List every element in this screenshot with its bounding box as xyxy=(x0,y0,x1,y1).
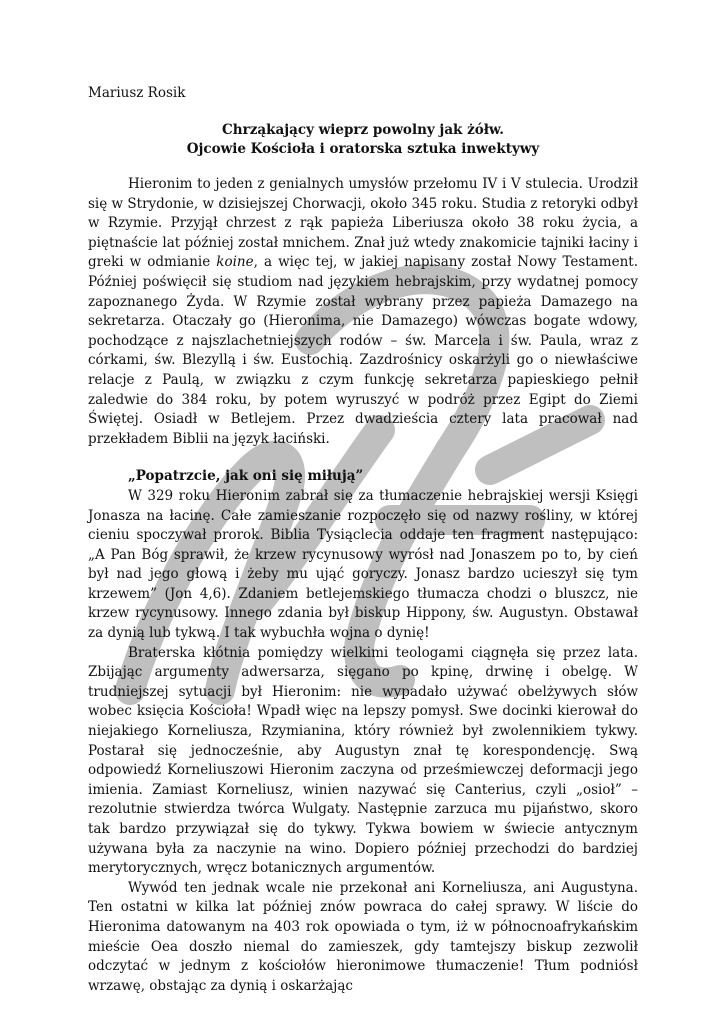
title-line-2: Ojcowie Kościoła i oratorska sztuka inwektywy xyxy=(186,140,540,157)
section-heading: „Popatrzcie, jak oni się miłują” xyxy=(128,468,364,485)
author-name: Mariusz Rosik xyxy=(88,85,186,101)
body-paragraph-4: Wywód ten jednak wcale nie przekonał ani Korneliusza, ani Augustyna. Ten ostatni w kilka lat później znów powraca do całej sprawy. W liście do Hieronima datowanym na 403 rok opowiada o tym, iż w północnoafrykańskim mieście Oea doszło niemal do zamieszek, gdy tamtejszy biskup zezwolił odczytać w jednym z kościołów hieronimowe tłumaczenie! Tłum podniósł wrzawę, obstając za dynią i oskarżając xyxy=(88,879,638,994)
document-page xyxy=(88,84,638,996)
body-paragraph-3: Braterska kłótnia pomiędzy wielkimi teologami ciągnęła się przez lata. Zbijając argumenty adwersarza, sięgano po kpinę, drwinę i obelgę. W trudniejszej sytuacji był Hieronim: nie wypadało używać obelżywych słów wobec księcia Kościoła! Wpadł więc na lepszy pomysł. Swe docinki kierował do niejakiego Korneliusza, Rzymianina, który również był zwolennikiem tykwy. Postarał się jednocześnie, aby Augustyn znał tę korespondencję. Swą odpowiedź Korneliuszowi Hieronim zaczyna od prześmiewczej deformacji jego imienia. Zamiast Korneliusz, winien nazywać się Canterius, czyli „osioł” – rezolutnie stwierdza twórca Wulgaty. Następnie zarzuca mu pijaństwo, skoro tak bardzo przywiązał się do tykwy. Tykwa bowiem w świecie antycznym używana była za naczynie na wino. Dopiero później przechodzi do bardziej merytorycznych, wręcz botanicznych argumentów. xyxy=(88,644,638,877)
title-line-1: Chrząkający wieprz powolny jak żółw. xyxy=(222,122,504,138)
document-title xyxy=(88,121,638,158)
intro-paragraph: Hieronim to jeden z genialnych umysłów przełomu IV i V stulecia. Urodził się w Strydonie, w dzisiejszej Chorwacji, około 345 roku. Studia z retoryki odbył w Rzymie. Przyjął chrzest z rąk papieża Liberiusza około 38 roku życia, a piętnaście lat później został mnichem. Znał już wtedy znakomicie tajniki łaciny i greki w odmianie koine, a więc tej, w jakiej napisany został Nowy Testament. Później poświęcił się studiom nad językiem hebrajskim, przy wydatnej pomocy zapoznanego Żyda. W Rzymie został wybrany przez papieża Damazego na sekretarza. Otaczały go (Hieronima, nie Damazego) wówczas bogate wdowy, pochodzące z najszlachetniejszych rodów – św. Marcela i św. Paula, wraz z córkami, św. Blezyllą i św. Eustochią. Zazdrośnicy oskarżyli go o niewłaściwe relacje z Paulą, w związku z czym funkcję sekretarza papieskiego pełnił zaledwie do 384 roku, by potem wyruszyć w podróż przez Egipt do Ziemi Świętej. Osiadł w Betlejem. Przez dwadzieścia cztery lata pracował nad przekładem Biblii na język łaciński. xyxy=(88,176,638,447)
italic-term: koine xyxy=(216,254,254,271)
body-paragraph-2: W 329 roku Hieronim zabrał się za tłumaczenie hebrajskiej wersji Księgi Jonasza na łacinę. Całe zamieszanie rozpoczęło się od nazwy rośliny, w której cieniu spoczywał prorok. Biblia Tysiąclecia oddaje ten fragment następująco: „A Pan Bóg sprawił, że krzew rycynusowy wyrósł nad Jonaszem po to, by cień był nad jego głową i żeby mu ująć goryczy. Jonasz bardzo ucieszył się tym krzewem” (Jon 4,6). Zdaniem betlejemskiego tłumacza chodzi o bluszcz, nie krzew rycynusowy. Innego zdania był biskup Hippony, św. Augustyn. Obstawał za dynią lub tykwą. I tak wybuchła wojna o dynię! xyxy=(88,487,638,642)
